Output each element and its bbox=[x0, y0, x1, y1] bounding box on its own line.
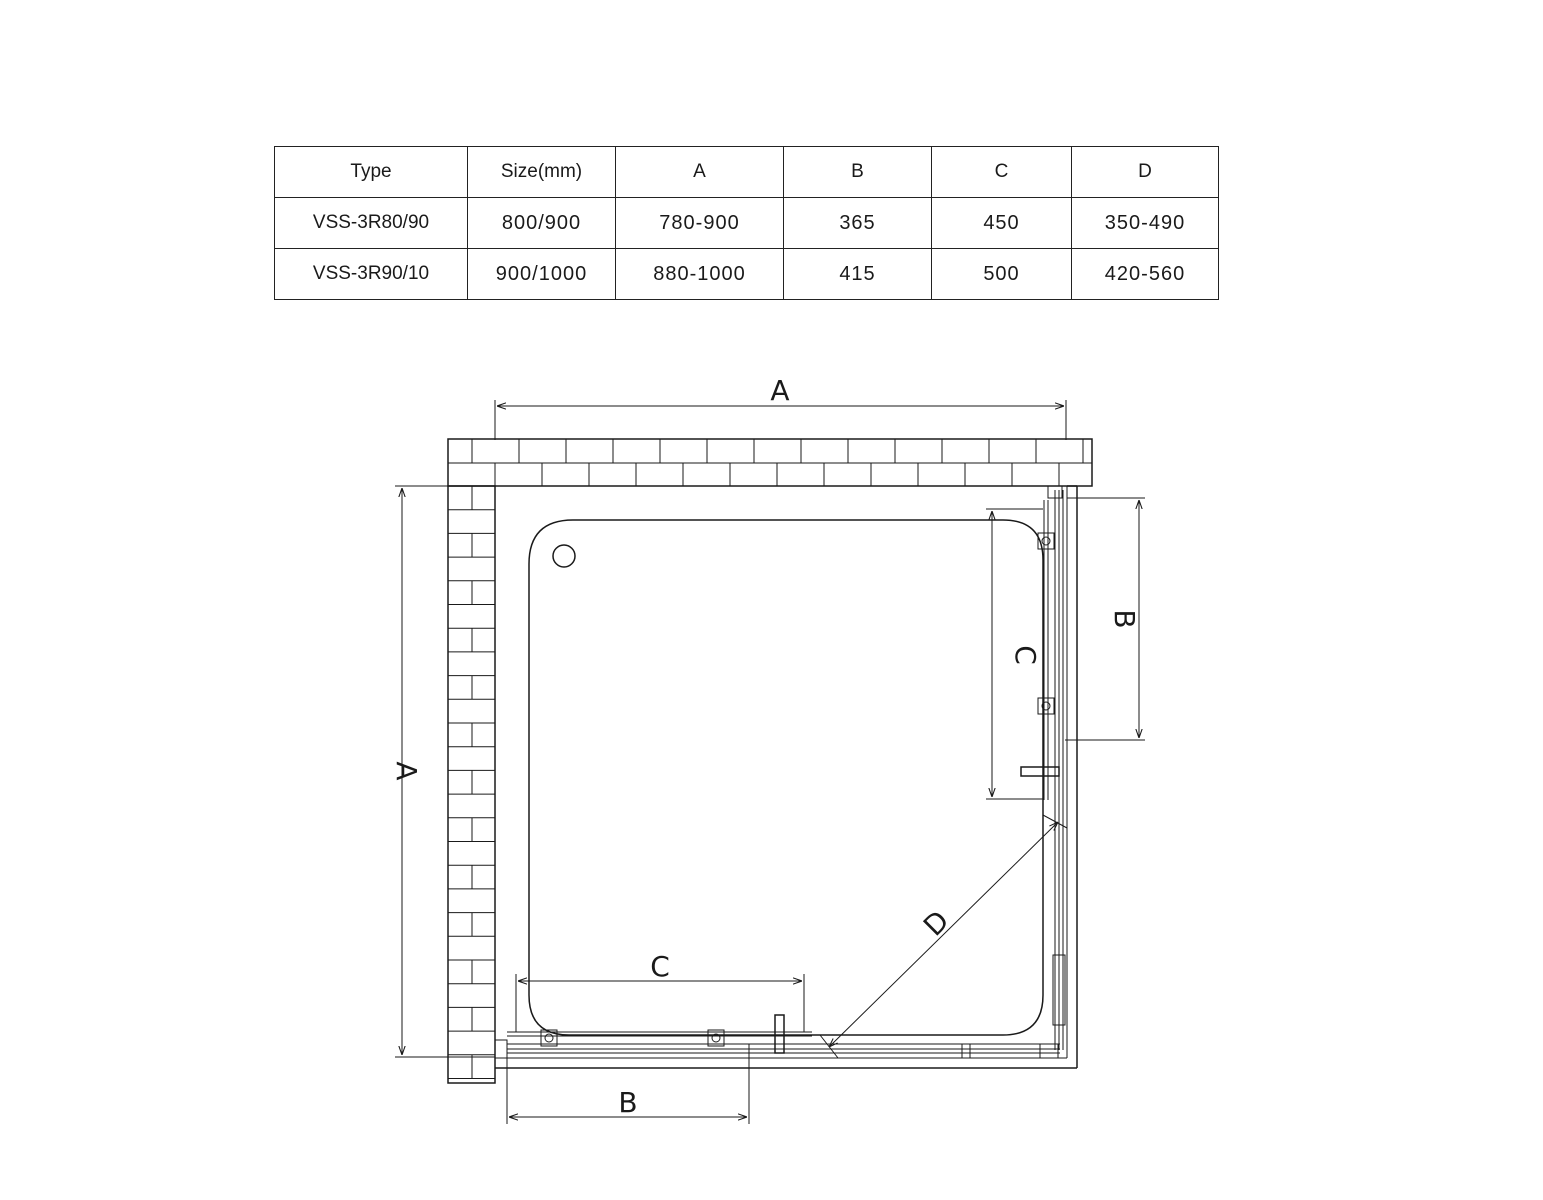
dimension-label-d: D bbox=[916, 903, 956, 943]
cell-d: 420-560 bbox=[1072, 249, 1219, 300]
dimension-a-left bbox=[390, 486, 495, 1057]
cell-d: 350-490 bbox=[1072, 198, 1219, 249]
cell-size: 800/900 bbox=[468, 198, 616, 249]
dimension-d-diagonal bbox=[820, 815, 1067, 1058]
cell-c: 450 bbox=[932, 198, 1072, 249]
dimension-label-a-left: A bbox=[390, 761, 423, 781]
col-header-size: Size(mm) bbox=[468, 147, 616, 198]
bottom-sliding-door bbox=[495, 1015, 1060, 1058]
door-handle-icon bbox=[775, 1015, 784, 1053]
col-header-d: D bbox=[1072, 147, 1219, 198]
col-header-a: A bbox=[616, 147, 784, 198]
top-wall-bricks bbox=[448, 439, 1092, 486]
shower-tray bbox=[529, 520, 1043, 1035]
cell-b: 365 bbox=[784, 198, 932, 249]
dimension-label-b-bottom: B bbox=[618, 1086, 638, 1119]
cell-size: 900/1000 bbox=[468, 249, 616, 300]
cell-b: 415 bbox=[784, 249, 932, 300]
left-wall bbox=[448, 486, 495, 1083]
dimension-c-bottom bbox=[516, 950, 804, 1032]
col-header-b: B bbox=[784, 147, 932, 198]
dimension-label-c-right: C bbox=[1009, 645, 1042, 665]
cell-a: 880-1000 bbox=[616, 249, 784, 300]
dimension-c-right bbox=[986, 509, 1043, 799]
dimension-label-b-right: B bbox=[1108, 609, 1141, 629]
cell-type: VSS-3R90/10 bbox=[275, 249, 468, 300]
cell-a: 780-900 bbox=[616, 198, 784, 249]
cell-c: 500 bbox=[932, 249, 1072, 300]
dimension-a-top bbox=[495, 374, 1066, 440]
roller-icon bbox=[1038, 698, 1054, 714]
drain-icon bbox=[553, 545, 575, 567]
col-header-type: Type bbox=[275, 147, 468, 198]
col-header-c: C bbox=[932, 147, 1072, 198]
door-handle-icon bbox=[1021, 767, 1059, 776]
top-wall bbox=[448, 439, 1092, 486]
left-wall-bricks bbox=[448, 486, 495, 1079]
cell-type: VSS-3R80/90 bbox=[275, 198, 468, 249]
dimension-b-bottom bbox=[507, 1044, 749, 1124]
dimension-label-c-bottom: C bbox=[650, 950, 670, 983]
dimension-label-a-top: A bbox=[770, 374, 790, 407]
